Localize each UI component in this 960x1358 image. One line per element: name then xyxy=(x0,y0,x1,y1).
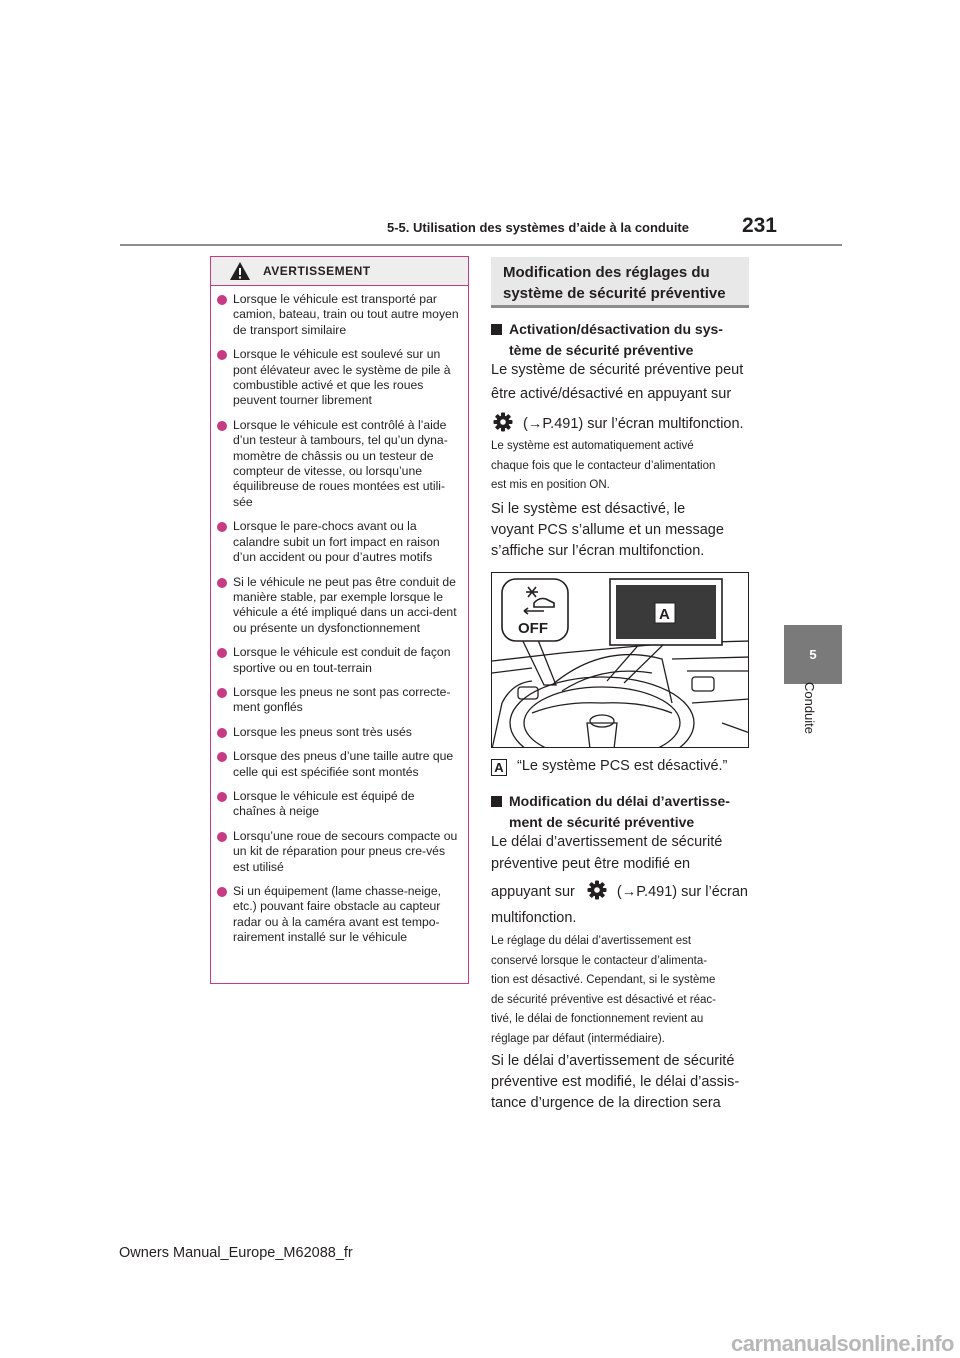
paragraph-delay: Le délai d’avertissement de sécurité préventive peut être modifié en appuyant sur (→P.491) sur l’écran multifonction. xyxy=(491,834,749,926)
square-bullet-icon xyxy=(491,324,502,335)
paragraph-steering: Si le délai d’avertissement de sécurité préventive est modifié, le délai d’assis- tance d’urgence de la direction sera xyxy=(491,1053,740,1111)
pcs-off-label: OFF xyxy=(518,620,548,637)
bullet-icon xyxy=(217,832,227,842)
bullet-icon xyxy=(217,295,227,305)
figure-caption: A “Le système PCS est désactivé.” xyxy=(491,756,751,777)
bullet-icon xyxy=(217,421,227,431)
bullet-icon xyxy=(217,522,227,532)
list-item: Lorsque le pare-chocs avant ou la calandre subit un fort impact en raison d’un accident ou pour d’autres motifs xyxy=(217,519,460,565)
page-header xyxy=(387,214,787,242)
list-item: Lorsque le véhicule est soulevé sur un pont élévateur avec le système de pile à combustible activé et que les roues peuvent tourner librement xyxy=(217,347,460,409)
warning-triangle-icon xyxy=(229,261,251,281)
list-item: Lorsque les pneus ne sont pas correcte-ment gonflés xyxy=(217,685,460,716)
bullet-icon xyxy=(217,728,227,738)
chapter-tab: 5 xyxy=(784,625,842,684)
list-item: Lorsque le véhicule est contrôlé à l’aide d’un testeur à tambours, tel qu’un dyna-momètre de châssis ou un testeur de compteur de vitesse, ou lorsqu’une équilibreuse de roues montées est utili-sée xyxy=(217,418,460,510)
bullet-icon xyxy=(217,887,227,897)
page-number: 231 xyxy=(741,214,777,237)
dashboard-illustration xyxy=(491,572,749,748)
bullet-icon xyxy=(217,578,227,588)
paragraph-pcs-off: Si le système est désactivé, le voyant PCS s’allume et un message s’affiche sur l’écran multifonction. xyxy=(491,501,724,559)
watermark xyxy=(731,1326,960,1358)
warning-box xyxy=(210,256,469,984)
list-item: Si un équipement (lame chasse-neige, etc.) pouvant faire obstacle au capteur radar ou à la caméra avant est tempo-rairement installé sur le véhicule xyxy=(217,884,460,946)
subheading-delay: Modification du délai d’avertisse- ment de sécurité préventive xyxy=(491,791,751,833)
list-item: Lorsque les pneus sont très usés xyxy=(217,725,460,740)
callout-a-label: A xyxy=(659,606,670,623)
watermark-text: carmanualsonline.info xyxy=(731,1331,954,1356)
settings-gear-icon xyxy=(493,412,513,432)
subheading-activation: Activation/désactivation du sys- tème de sécurité préventive xyxy=(491,319,751,361)
list-item: Lorsque le véhicule est conduit de façon sportive ou en tout-terrain xyxy=(217,645,460,676)
note-activation: Le système est automatiquement activé chaque fois que le contacteur d’alimentation est mis en position ON. xyxy=(491,440,716,491)
chapter-label xyxy=(784,681,842,760)
settings-gear-icon xyxy=(587,880,607,900)
header-rule xyxy=(120,244,842,246)
list-item: Lorsqu’une roue de secours compacte ou un kit de réparation pour pneus cre-vés est utilisé xyxy=(217,829,460,875)
section-title: Modification des réglages du système de sécurité préventive xyxy=(491,257,749,308)
footer-text: Owners Manual_Europe_M62088_fr xyxy=(119,1245,353,1261)
list-item: Lorsque le véhicule est équipé de chaînes à neige xyxy=(217,789,460,820)
list-item: Lorsque des pneus d’une taille autre que celle qui est spécifiée sont montés xyxy=(217,749,460,780)
section-heading: 5-5. Utilisation des systèmes d’aide à la conduite xyxy=(387,220,689,235)
paragraph-activation: Le système de sécurité préventive peut être activé/désactivé en appuyant sur (→P.491) sur l’écran multifonction. xyxy=(491,362,744,432)
warning-title: AVERTISSEMENT xyxy=(263,264,371,278)
dashboard-drawing xyxy=(492,573,749,748)
bullet-icon xyxy=(217,792,227,802)
square-bullet-icon xyxy=(491,796,502,807)
list-item: Lorsque le véhicule est transporté par camion, bateau, train ou tout autre moyen de transport similaire xyxy=(217,292,460,338)
note-delay: Le réglage du délai d’avertissement est conservé lorsque le contacteur d’alimenta- tion est désactivé. Cependant, si le système de sécurité préventive est désactivé et réac- tivé, le délai de fonctionnement revient au réglage par défaut (intermédiaire). xyxy=(491,935,717,1045)
bullet-icon xyxy=(217,350,227,360)
chapter-label-text: Conduite xyxy=(802,681,817,735)
bullet-icon xyxy=(217,688,227,698)
bullet-icon xyxy=(217,648,227,658)
warning-header xyxy=(211,257,468,286)
warning-list xyxy=(211,286,468,946)
list-item: Si le véhicule ne peut pas être conduit de manière stable, par exemple lorsque le véhicule a été impliqué dans un acci-dent ou présente un dysfonctionnement xyxy=(217,575,460,637)
bullet-icon xyxy=(217,752,227,762)
caption-label-a: A xyxy=(491,759,507,776)
